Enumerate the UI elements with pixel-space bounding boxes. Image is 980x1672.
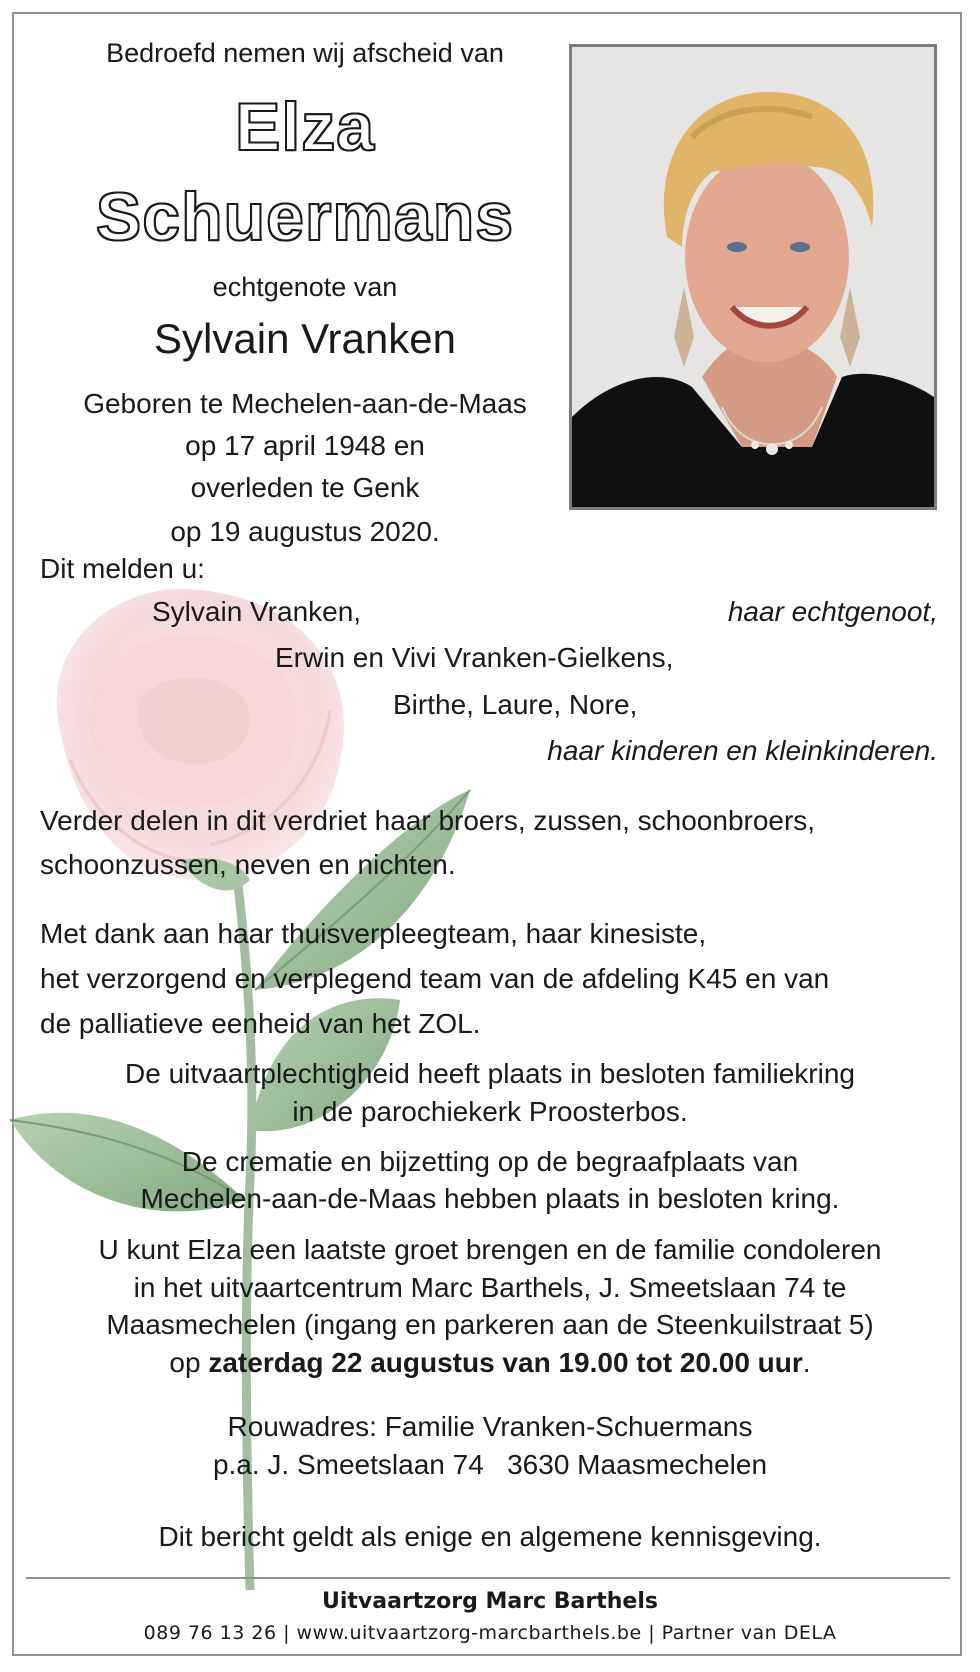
bio-line: overleden te Genk	[190, 472, 420, 503]
family-spouse-role: haar echtgenoot,	[727, 596, 938, 627]
notice-text: Dit bericht geldt als enige en algemene kennisgeving.	[158, 1521, 822, 1552]
visit-line: in het uitvaartcentrum Marc Barthels, J. Smeetslaan 74 te	[133, 1272, 847, 1303]
spouse-intro: echtgenote van	[212, 272, 398, 302]
address-line: p.a. J. Smeetslaan 74 3630 Maasmechelen	[212, 1449, 768, 1480]
thanks-line: het verzorgend en verplegend team van de afdeling K45 en van	[40, 963, 830, 994]
bio-line: Geboren te Mechelen-aan-de-Maas	[83, 388, 527, 419]
relatives-line: schoonzussen, neven en nichten.	[40, 849, 456, 880]
visit-time-line	[0, 1347, 980, 1379]
bio-line: op 17 april 1948 en	[185, 430, 425, 461]
thanks-line: Met dank aan haar thuisverpleegteam, haar kinesiste,	[40, 918, 707, 949]
visit-line: Maasmechelen (ingang en parkeren aan de Steenkuilstraat 5)	[106, 1309, 874, 1340]
deceased-last-name: Schuermans	[95, 179, 515, 255]
footer-divider	[26, 1577, 950, 1579]
visit-time: zaterdag 22 augustus van 19.00 tot 20.00 uur	[208, 1347, 803, 1378]
deceased-first-name: Elza	[234, 89, 376, 165]
spouse-name: Sylvain Vranken	[154, 315, 456, 362]
ceremony-line: De uitvaartplechtigheid heeft plaats in besloten familiekring	[125, 1058, 855, 1089]
portrait-photo	[569, 44, 937, 510]
relatives-line: Verder delen in dit verdriet haar broers, zussen, schoonbroers,	[40, 805, 816, 836]
family-children: Erwin en Vivi Vranken-Gielkens,	[275, 642, 674, 673]
visit-time-suffix: .	[802, 1347, 811, 1378]
family-children-role: haar kinderen en kleinkinderen.	[547, 735, 938, 766]
thanks-line: de palliatieve eenheid van het ZOL.	[40, 1008, 481, 1039]
cremation-line: Mechelen-aan-de-Maas hebben plaats in besloten kring.	[140, 1183, 840, 1214]
footer-company: Uitvaartzorg Marc Barthels	[322, 1589, 658, 1614]
visit-time-prefix: op	[169, 1347, 209, 1378]
footer-contact-info: 089 76 13 26 | www.uitvaartzorg-marcbarthels.be | Partner van DELA	[143, 1622, 837, 1644]
address-line: Rouwadres: Familie Vranken-Schuermans	[227, 1411, 753, 1442]
family-spouse: Sylvain Vranken,	[152, 596, 362, 627]
family-intro: Dit melden u:	[40, 553, 205, 584]
ceremony-line: in de parochiekerk Proosterbos.	[292, 1096, 688, 1127]
cremation-line: De crematie en bijzetting op de begraafplaats van	[181, 1146, 799, 1177]
visit-line: U kunt Elza een laatste groet brengen en de familie condoleren	[98, 1234, 882, 1265]
intro-text: Bedroefd nemen wij afscheid van	[106, 38, 504, 68]
family-grandchildren: Birthe, Laure, Nore,	[393, 689, 638, 720]
bio-line: op 19 augustus 2020.	[170, 516, 440, 547]
